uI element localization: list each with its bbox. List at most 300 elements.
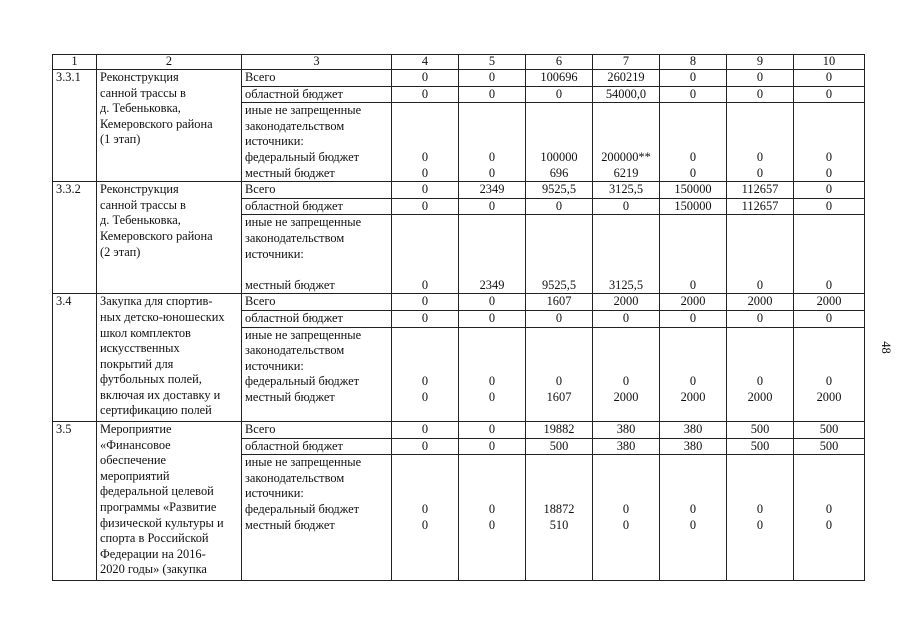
item-name-line: футбольных полей, bbox=[100, 372, 202, 387]
value-line: 18872 bbox=[543, 502, 575, 517]
value-cell: 9525,5 bbox=[526, 182, 593, 199]
value-cell-multiline bbox=[526, 327, 593, 422]
funding-source-line bbox=[245, 564, 388, 580]
value-line bbox=[462, 549, 522, 565]
value-line bbox=[529, 231, 589, 247]
value-cell: 2000 bbox=[660, 294, 727, 311]
value-line bbox=[529, 247, 589, 263]
funding-source-line: источники: bbox=[245, 486, 304, 501]
item-name-line: Кемеровского района bbox=[100, 116, 213, 131]
value-line bbox=[730, 262, 790, 278]
value-cell-multiline bbox=[392, 455, 459, 581]
value-line: 0 bbox=[421, 374, 429, 389]
value-cell: 0 bbox=[526, 310, 593, 327]
item-name-line: 2020 годы» (закупка bbox=[100, 562, 207, 577]
value-line bbox=[529, 134, 589, 150]
value-cell: 260219 bbox=[593, 70, 660, 87]
value-cell-multiline bbox=[459, 215, 526, 294]
value-cell: 0 bbox=[459, 438, 526, 455]
value-cell: 0 bbox=[660, 70, 727, 87]
value-line bbox=[663, 247, 723, 263]
value-line: 0 bbox=[825, 374, 833, 389]
value-line bbox=[797, 405, 861, 421]
value-cell-multiline bbox=[660, 327, 727, 422]
value-line bbox=[462, 564, 522, 580]
value-cell: 0 bbox=[392, 86, 459, 103]
item-name-line: Федерации на 2016- bbox=[100, 546, 206, 561]
page-number: 48 bbox=[878, 341, 893, 354]
value-line: 0 bbox=[825, 277, 833, 292]
value-line bbox=[395, 405, 455, 421]
value-cell-multiline bbox=[660, 103, 727, 182]
value-line bbox=[663, 134, 723, 150]
value-cell: 0 bbox=[794, 86, 865, 103]
value-line: 2349 bbox=[479, 277, 505, 292]
funding-source-line: федеральный бюджет bbox=[245, 502, 360, 517]
value-line bbox=[462, 247, 522, 263]
item-name bbox=[97, 294, 242, 422]
table-row bbox=[53, 182, 865, 199]
funding-source-line: иные не запрещенные bbox=[245, 327, 362, 342]
value-line bbox=[730, 119, 790, 135]
item-name-line: д. Тебеньковка, bbox=[100, 101, 181, 116]
value-line bbox=[797, 247, 861, 263]
value-line bbox=[462, 471, 522, 487]
header-cell: 2 bbox=[97, 55, 242, 70]
value-cell: 19882 bbox=[526, 422, 593, 439]
value-line: 0 bbox=[756, 517, 764, 532]
value-cell: 150000 bbox=[660, 198, 727, 215]
value-cell-multiline bbox=[794, 455, 865, 581]
value-line bbox=[395, 247, 455, 263]
funding-source-line: федеральный бюджет bbox=[245, 374, 360, 389]
value-line: 0 bbox=[756, 374, 764, 389]
value-line: 0 bbox=[825, 165, 833, 180]
value-line bbox=[596, 405, 656, 421]
value-line: 9525,5 bbox=[541, 277, 577, 292]
value-line bbox=[596, 247, 656, 263]
value-line bbox=[596, 134, 656, 150]
value-line: 0 bbox=[756, 165, 764, 180]
header-cell: 10 bbox=[794, 55, 865, 70]
value-line bbox=[663, 486, 723, 502]
value-line bbox=[797, 343, 861, 359]
value-cell: 0 bbox=[459, 310, 526, 327]
value-cell: 3125,5 bbox=[593, 182, 660, 199]
funding-source-multiline bbox=[242, 215, 392, 294]
item-name-line: ных детско-юношеских bbox=[100, 309, 225, 324]
value-line bbox=[663, 549, 723, 565]
value-line bbox=[797, 533, 861, 549]
value-line bbox=[730, 455, 790, 471]
value-cell-multiline bbox=[392, 103, 459, 182]
value-cell-multiline bbox=[459, 103, 526, 182]
value-line: 0 bbox=[488, 502, 496, 517]
header-cell: 5 bbox=[459, 55, 526, 70]
header-row bbox=[53, 55, 865, 70]
value-line bbox=[730, 549, 790, 565]
value-line bbox=[529, 533, 589, 549]
item-name bbox=[97, 422, 242, 581]
value-line bbox=[462, 359, 522, 375]
value-line bbox=[797, 215, 861, 231]
value-line: 0 bbox=[689, 149, 697, 164]
value-cell: 2000 bbox=[727, 294, 794, 311]
value-cell: 0 bbox=[794, 310, 865, 327]
value-cell: 0 bbox=[459, 422, 526, 439]
value-line bbox=[529, 359, 589, 375]
value-line: 0 bbox=[825, 517, 833, 532]
item-name-line: сертификацию полей bbox=[100, 403, 212, 418]
value-cell-multiline bbox=[593, 215, 660, 294]
funding-source-line bbox=[245, 405, 388, 421]
funding-source-line bbox=[245, 262, 388, 278]
item-name-line: Закупка для спортив- bbox=[100, 294, 213, 309]
header-cell: 1 bbox=[53, 55, 97, 70]
value-cell: 2000 bbox=[593, 294, 660, 311]
funding-source-line: иные не запрещенные bbox=[245, 103, 362, 118]
value-cell-multiline bbox=[727, 327, 794, 422]
item-code: 3.4 bbox=[53, 294, 97, 422]
value-line bbox=[730, 564, 790, 580]
value-line bbox=[395, 533, 455, 549]
value-line: 696 bbox=[549, 165, 569, 180]
value-cell: 0 bbox=[392, 182, 459, 199]
header-cell: 7 bbox=[593, 55, 660, 70]
value-cell-multiline bbox=[593, 327, 660, 422]
value-cell-multiline bbox=[593, 103, 660, 182]
header-cell: 8 bbox=[660, 55, 727, 70]
value-line bbox=[797, 359, 861, 375]
value-cell: 0 bbox=[392, 438, 459, 455]
value-line bbox=[596, 231, 656, 247]
value-line: 100000 bbox=[540, 149, 578, 164]
value-line bbox=[797, 103, 861, 119]
value-line: 510 bbox=[549, 517, 569, 532]
value-cell: 0 bbox=[459, 198, 526, 215]
value-line bbox=[395, 262, 455, 278]
value-cell: 0 bbox=[392, 422, 459, 439]
item-name-line: мероприятий bbox=[100, 468, 170, 483]
value-line: 0 bbox=[689, 517, 697, 532]
value-cell: 0 bbox=[459, 70, 526, 87]
value-line bbox=[596, 103, 656, 119]
item-code: 3.5 bbox=[53, 422, 97, 581]
value-cell: 0 bbox=[794, 182, 865, 199]
value-line bbox=[395, 119, 455, 135]
value-line: 0 bbox=[421, 517, 429, 532]
value-line bbox=[596, 119, 656, 135]
value-line: 0 bbox=[622, 374, 630, 389]
funding-source: областной бюджет bbox=[242, 198, 392, 215]
value-cell: 0 bbox=[526, 86, 593, 103]
value-cell-multiline bbox=[526, 103, 593, 182]
value-line: 2000 bbox=[816, 389, 842, 404]
value-line bbox=[797, 134, 861, 150]
value-cell: 380 bbox=[660, 422, 727, 439]
funding-source-line: местный бюджет bbox=[245, 165, 335, 180]
value-line: 0 bbox=[689, 277, 697, 292]
value-line bbox=[462, 262, 522, 278]
value-cell-multiline bbox=[794, 327, 865, 422]
value-line: 0 bbox=[622, 502, 630, 517]
item-name-line: (1 этап) bbox=[100, 132, 141, 147]
value-cell: 1607 bbox=[526, 294, 593, 311]
value-line bbox=[730, 103, 790, 119]
value-cell-multiline bbox=[794, 215, 865, 294]
value-line bbox=[596, 328, 656, 344]
value-line: 0 bbox=[555, 374, 563, 389]
value-line bbox=[730, 486, 790, 502]
item-name-line: Реконструкция bbox=[100, 70, 179, 84]
value-line bbox=[596, 262, 656, 278]
value-line bbox=[596, 343, 656, 359]
item-code: 3.3.1 bbox=[53, 70, 97, 182]
value-cell: 380 bbox=[593, 422, 660, 439]
value-line: 0 bbox=[756, 502, 764, 517]
value-line bbox=[797, 231, 861, 247]
header-cell: 3 bbox=[242, 55, 392, 70]
funding-source-line: законодательством bbox=[245, 230, 345, 245]
value-line bbox=[529, 455, 589, 471]
table-row bbox=[53, 294, 865, 311]
funding-source-line: местный бюджет bbox=[245, 517, 335, 532]
value-cell: 0 bbox=[794, 70, 865, 87]
value-line bbox=[730, 328, 790, 344]
value-line bbox=[596, 215, 656, 231]
item-name-line: санной трассы в bbox=[100, 197, 186, 212]
value-line bbox=[730, 405, 790, 421]
item-code: 3.3.2 bbox=[53, 182, 97, 294]
funding-source: областной бюджет bbox=[242, 310, 392, 327]
value-line bbox=[462, 119, 522, 135]
item-name-line: школ комплектов bbox=[100, 325, 191, 340]
value-line bbox=[395, 231, 455, 247]
item-name-line: программы «Развитие bbox=[100, 500, 217, 515]
funding-source-line: иные не запрещенные bbox=[245, 215, 362, 230]
value-cell-multiline bbox=[526, 215, 593, 294]
value-line: 0 bbox=[488, 517, 496, 532]
value-cell: 2349 bbox=[459, 182, 526, 199]
value-cell: 0 bbox=[727, 70, 794, 87]
funding-source: областной бюджет bbox=[242, 438, 392, 455]
value-line bbox=[663, 471, 723, 487]
value-line bbox=[596, 564, 656, 580]
value-line bbox=[462, 455, 522, 471]
value-line bbox=[395, 343, 455, 359]
funding-source-line: источники: bbox=[245, 358, 304, 373]
value-line bbox=[596, 359, 656, 375]
value-cell: 380 bbox=[593, 438, 660, 455]
value-cell-multiline bbox=[459, 455, 526, 581]
value-line bbox=[462, 343, 522, 359]
value-line: 0 bbox=[622, 517, 630, 532]
value-cell-multiline bbox=[727, 103, 794, 182]
value-cell-multiline bbox=[727, 215, 794, 294]
value-cell: 0 bbox=[392, 310, 459, 327]
value-line: 0 bbox=[488, 389, 496, 404]
funding-source: Всего bbox=[242, 70, 392, 87]
value-line: 0 bbox=[689, 374, 697, 389]
value-line bbox=[462, 103, 522, 119]
value-line: 1607 bbox=[546, 389, 572, 404]
value-cell: 0 bbox=[459, 86, 526, 103]
value-line bbox=[395, 328, 455, 344]
funding-source-line: источники: bbox=[245, 246, 304, 261]
value-line bbox=[797, 455, 861, 471]
item-name-line: покрытий для bbox=[100, 356, 174, 371]
value-line bbox=[730, 471, 790, 487]
value-line: 0 bbox=[421, 502, 429, 517]
value-line bbox=[730, 231, 790, 247]
value-cell-multiline bbox=[660, 215, 727, 294]
funding-source-line bbox=[245, 533, 388, 549]
value-cell: 0 bbox=[727, 86, 794, 103]
value-line bbox=[663, 455, 723, 471]
funding-source-line: источники: bbox=[245, 134, 304, 149]
value-cell: 0 bbox=[392, 70, 459, 87]
value-line bbox=[462, 328, 522, 344]
table-row bbox=[53, 422, 865, 439]
budget-table bbox=[52, 54, 865, 581]
item-name-line: Реконструкция bbox=[100, 182, 179, 197]
value-line bbox=[395, 359, 455, 375]
value-line bbox=[797, 564, 861, 580]
header-cell: 9 bbox=[727, 55, 794, 70]
value-line: 200000** bbox=[601, 149, 651, 164]
funding-source: Всего bbox=[242, 294, 392, 311]
item-name-line: обеспечение bbox=[100, 453, 166, 468]
value-cell-multiline bbox=[459, 327, 526, 422]
value-line bbox=[462, 231, 522, 247]
value-line: 0 bbox=[689, 165, 697, 180]
value-cell: 0 bbox=[459, 294, 526, 311]
item-name-line: д. Тебеньковка, bbox=[100, 213, 181, 228]
funding-source-multiline bbox=[242, 327, 392, 422]
value-line: 0 bbox=[756, 277, 764, 292]
table-row bbox=[53, 70, 865, 87]
value-cell: 54000,0 bbox=[593, 86, 660, 103]
value-line bbox=[529, 119, 589, 135]
funding-source-line: местный бюджет bbox=[245, 389, 335, 404]
value-line bbox=[395, 564, 455, 580]
value-cell: 100696 bbox=[526, 70, 593, 87]
funding-source-line: законодательством bbox=[245, 343, 345, 358]
value-cell-multiline bbox=[660, 455, 727, 581]
value-line bbox=[797, 119, 861, 135]
value-cell-multiline bbox=[392, 215, 459, 294]
item-name bbox=[97, 70, 242, 182]
item-name-line: «Финансовое bbox=[100, 437, 171, 452]
value-cell: 0 bbox=[392, 198, 459, 215]
value-line bbox=[797, 549, 861, 565]
header-cell: 4 bbox=[392, 55, 459, 70]
value-line bbox=[395, 455, 455, 471]
value-cell: 0 bbox=[660, 310, 727, 327]
value-line: 0 bbox=[421, 277, 429, 292]
value-cell: 0 bbox=[727, 310, 794, 327]
item-name-line: искусственных bbox=[100, 341, 180, 356]
value-cell: 0 bbox=[660, 86, 727, 103]
value-cell: 0 bbox=[392, 294, 459, 311]
value-line: 6219 bbox=[613, 165, 639, 180]
item-name bbox=[97, 182, 242, 294]
value-cell: 0 bbox=[593, 198, 660, 215]
value-line bbox=[730, 533, 790, 549]
funding-source-line: местный бюджет bbox=[245, 277, 335, 292]
value-line bbox=[529, 328, 589, 344]
value-cell: 500 bbox=[727, 438, 794, 455]
funding-source-multiline bbox=[242, 103, 392, 182]
value-cell: 500 bbox=[526, 438, 593, 455]
value-line bbox=[462, 405, 522, 421]
value-cell: 0 bbox=[526, 198, 593, 215]
funding-source-line: законодательством bbox=[245, 470, 345, 485]
value-line: 0 bbox=[421, 165, 429, 180]
value-line bbox=[663, 405, 723, 421]
value-cell-multiline bbox=[794, 103, 865, 182]
value-line bbox=[395, 215, 455, 231]
value-line bbox=[462, 533, 522, 549]
value-line: 0 bbox=[825, 149, 833, 164]
value-line: 0 bbox=[689, 502, 697, 517]
value-cell-multiline bbox=[392, 327, 459, 422]
value-line: 2000 bbox=[680, 389, 706, 404]
value-line bbox=[596, 471, 656, 487]
value-line bbox=[663, 231, 723, 247]
funding-source-line bbox=[245, 549, 388, 565]
value-line bbox=[596, 549, 656, 565]
value-line bbox=[395, 549, 455, 565]
value-line bbox=[663, 215, 723, 231]
funding-source-multiline bbox=[242, 455, 392, 581]
value-line bbox=[797, 471, 861, 487]
value-cell: 2000 bbox=[794, 294, 865, 311]
value-cell-multiline bbox=[593, 455, 660, 581]
value-line bbox=[730, 359, 790, 375]
value-line bbox=[797, 486, 861, 502]
value-line bbox=[529, 343, 589, 359]
value-line bbox=[596, 486, 656, 502]
value-line bbox=[663, 103, 723, 119]
item-name-line: включая их доставку и bbox=[100, 387, 221, 402]
funding-source: Всего bbox=[242, 422, 392, 439]
value-line: 0 bbox=[421, 389, 429, 404]
value-line bbox=[529, 471, 589, 487]
value-line bbox=[663, 119, 723, 135]
value-line bbox=[529, 405, 589, 421]
value-line bbox=[596, 455, 656, 471]
value-line bbox=[529, 549, 589, 565]
item-name-line: Мероприятие bbox=[100, 422, 172, 437]
value-line bbox=[730, 343, 790, 359]
document-page bbox=[52, 54, 864, 581]
value-cell: 500 bbox=[794, 422, 865, 439]
value-line bbox=[529, 564, 589, 580]
value-line: 0 bbox=[488, 149, 496, 164]
value-cell: 500 bbox=[794, 438, 865, 455]
funding-source-line: иные не запрещенные bbox=[245, 455, 362, 470]
item-name-line: санной трассы в bbox=[100, 85, 186, 100]
value-line bbox=[663, 564, 723, 580]
value-line bbox=[663, 359, 723, 375]
value-line: 2000 bbox=[747, 389, 773, 404]
value-line bbox=[395, 486, 455, 502]
value-line bbox=[395, 134, 455, 150]
value-line: 3125,5 bbox=[608, 277, 644, 292]
item-name-line: спорта в Российской bbox=[100, 531, 209, 546]
value-cell: 500 bbox=[727, 422, 794, 439]
